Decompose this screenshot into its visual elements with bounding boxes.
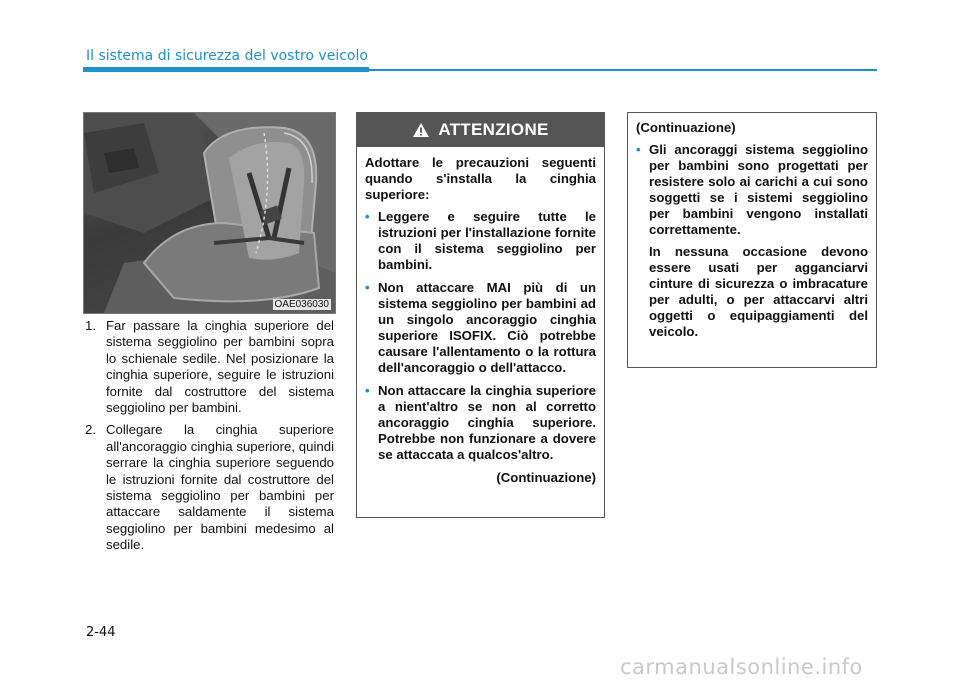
header-rule-thick: [83, 67, 369, 72]
warning-bullet: [365, 383, 596, 463]
warning-header: [357, 113, 604, 147]
warning-intro: Adottare le precauzioni seguenti quando s'installa la cinghia superiore:: [365, 155, 596, 202]
child-seat-photo: [83, 112, 336, 314]
page-number: 2-44: [86, 625, 116, 640]
bullet-dot-icon: •: [365, 280, 370, 295]
continuation-label: (Continuazione): [636, 120, 736, 135]
continuation-bullets: [636, 142, 868, 238]
warning-bullet-text: Leggere e seguire tutte le istruzioni per l'installazione fornite con il sistema seggiolino per bambini.: [378, 209, 596, 272]
continuation-bullet-text: Gli ancoraggi sistema seggiolino per bambini sono progettati per resistere solo ai carichi a cui sono soggetti se i sistemi seggiolino per bambini vengono installati correttamente.: [649, 142, 868, 237]
watermark: carmanualsonline.info: [620, 655, 863, 679]
warning-bullet-text: Non attaccare MAI più di un sistema seggiolino per bambini ad un singolo ancoraggio cinghia superiore ISOFIX. Ciò potrebbe causare l'allentamento o la rottura dell'ancoraggio o dell'attacco.: [378, 280, 596, 375]
step-number: 1.: [85, 318, 96, 333]
warning-bullet: [365, 209, 596, 273]
warning-title: ATTENZIONE: [438, 120, 549, 139]
bullet-dot-icon: •: [365, 383, 370, 398]
section-title: Il sistema di sicurezza del vostro veicolo: [86, 48, 368, 64]
warning-bullet: [365, 280, 596, 376]
step-item: [85, 422, 334, 553]
warning-body: [357, 147, 604, 486]
step-text: Collegare la cinghia superiore all'ancoraggio cinghia superiore, quindi serrare la cinghia superiore seguendo le istruzioni fornite dal costruttore del sistema seggiolino per bambini per attaccare saldamente il sistema seggiolino per bambini medesimo al sedile.: [106, 422, 334, 553]
continuation-bullet: [636, 142, 868, 238]
step-item: [85, 318, 334, 416]
continuation-box: [627, 112, 877, 368]
child-seat-illustration: [84, 113, 335, 313]
continued-label: (Continuazione): [496, 470, 596, 485]
bullet-dot-icon: •: [365, 209, 370, 224]
header-rule-thin: [369, 69, 877, 71]
warning-triangle-icon: [412, 122, 430, 138]
step-number: 2.: [85, 422, 96, 438]
instruction-steps: [85, 318, 334, 560]
figure-code: OAE036030: [274, 299, 329, 310]
warning-bullet-text: Non attaccare la cinghia superiore a nient'altro se non al corretto ancoraggio cinghia superiore. Potrebbe non funzionare a dovere se attaccata a qualcos'altro.: [378, 383, 596, 462]
bullet-dot-icon: •: [636, 142, 641, 157]
warning-box: [356, 112, 605, 518]
warning-bullets: [365, 209, 596, 463]
continuation-paragraph: In nessuna occasione devono essere usati per agganciarvi cinture di sicurezza o imbracature per adulti, o per attaccarvi altri oggetti o equipaggiamenti del veicolo.: [649, 244, 868, 339]
step-text: Far passare la cinghia superiore del sistema seggiolino per bambini sopra lo schienale sedile. Nel posizionare la cinghia superiore, seguire le istruzioni fornite dal costruttore del sistema seggiolino per bambini.: [106, 318, 334, 416]
